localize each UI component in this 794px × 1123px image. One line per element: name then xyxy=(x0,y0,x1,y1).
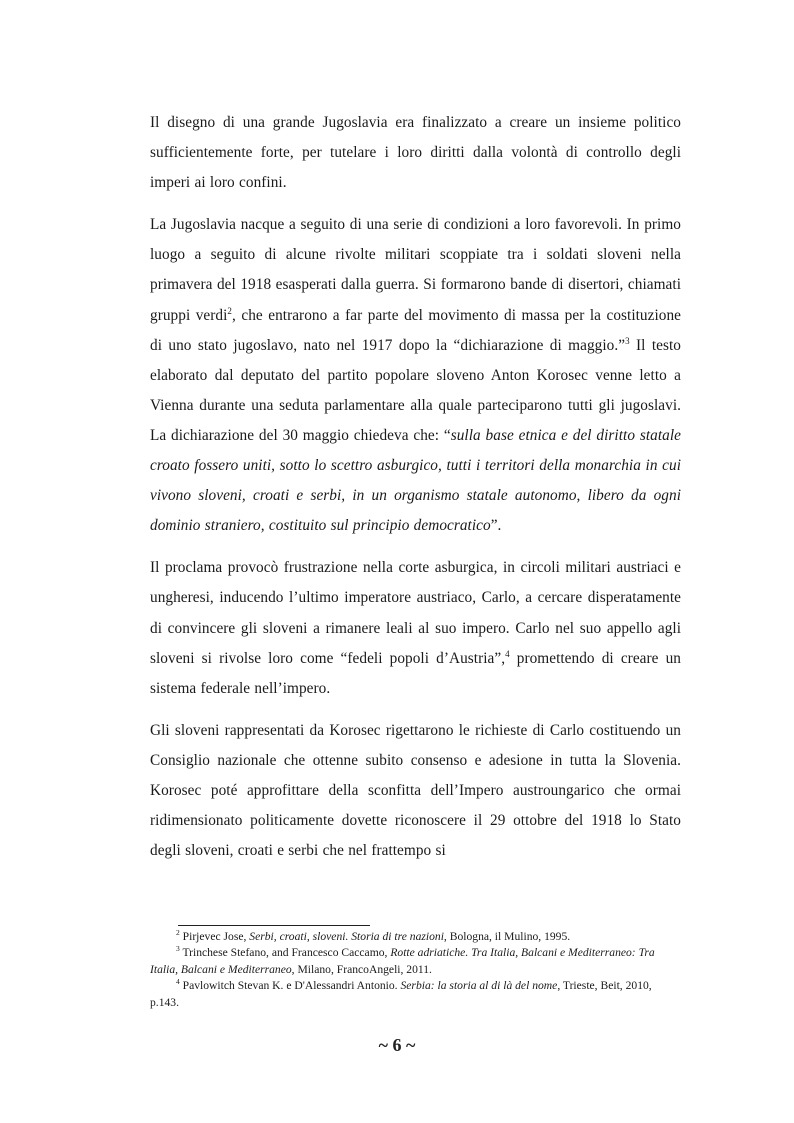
paragraph-1: Il disegno di una grande Jugoslavia era finalizzato a creare un insieme politico sufficientemente forte, per tutelare i loro diritti dalla volontà di controllo degli imperi ai loro confini. xyxy=(150,114,681,192)
footnote-ref-3[interactable]: 3 xyxy=(625,335,630,346)
footnote-text: Trinchese Stefano, and Francesco Caccamo, xyxy=(179,946,391,960)
footnote-number: 3 xyxy=(176,944,180,954)
footnote-4 xyxy=(150,978,681,1011)
footnote-title: Serbi, croati, sloveni. Storia di tre nazioni xyxy=(249,930,444,943)
footnotes xyxy=(150,929,681,1011)
footnote-title: Rotte adriatiche. Tra Italia, Balcani e Mediterraneo: Tra Italia, Balcani e Mediterraneo xyxy=(150,946,655,976)
footnote-text: , Milano, FrancoAngeli, 2011. xyxy=(291,962,432,976)
footnote-text: , Bologna, il Mulino, 1995. xyxy=(443,930,571,943)
footnote-3 xyxy=(150,945,681,978)
paragraph-3-part-a: Il proclama provocò frustrazione nella corte asburgica, in circoli militari austriaci e ungheresi, inducendo l’ultimo imperatore austriaco, Carlo, a cercare disperatamente di convincere gli sloveni a rimanere leali al suo impero. Carlo nel suo appello agli sloveni si rivolse loro come “fedeli popoli d’Austria”, xyxy=(150,559,681,667)
footnote-ref-2[interactable]: 2 xyxy=(227,305,232,316)
footnote-ref-4[interactable]: 4 xyxy=(505,648,510,659)
footnote-2 xyxy=(150,929,681,945)
declaration-quote: sulla base etnica e del diritto statale croato fossero uniti, sotto lo scettro asburgico, tutti i territori della monarchia in cui vivono sloveni, croati e serbi, in un organismo statale autonomo, libero da ogni dominio straniero, costituito sul principio democratico xyxy=(150,426,681,535)
paragraph-3 xyxy=(150,553,681,703)
footnote-number: 2 xyxy=(176,927,180,937)
paragraph-2 xyxy=(150,210,681,541)
footnote-separator xyxy=(178,925,370,926)
body-text xyxy=(150,108,681,878)
paragraph-4: Gli sloveni rappresentati da Korosec rigettarono le richieste di Carlo costituendo un Consiglio nazionale che ottenne subito consenso e adesione in tutta la Slovenia. Korosec poté approfittare della sconfitta dell’Impero austroungarico che ormai ridimensionato politicamente dovette riconoscere il 29 ottobre del 1918 lo Stato degli sloveni, croati e serbi che nel frattempo si xyxy=(150,721,681,860)
footnote-text: Pirjevec Jose, xyxy=(179,930,250,943)
footnote-text: , Trieste, Beit, 2010, p.143. xyxy=(150,979,652,1009)
paragraph-2-part-d: ”. xyxy=(490,517,502,535)
page-number: ~ 6 ~ xyxy=(378,1035,416,1055)
paragraph-2-part-b: , che entrarono a far parte del movimento di massa per la costituzione di uno stato jugoslavo, nato nel 1917 dopo la “dichiarazione di maggio.” xyxy=(150,306,681,354)
paragraph-2-part-c: Il testo elaborato dal deputato del partito popolare sloveno Anton Korosec venne letto a Vienna durante una seduta parlamentare alla quale parteciparono tutti gli jugoslavi. La dichiarazione del 30 maggio chiedeva che: “ xyxy=(150,336,681,444)
footnote-title: Serbia: la storia al di là del nome xyxy=(400,979,558,993)
paragraph-2-part-a: La Jugoslavia nacque a seguito di una serie di condizioni a loro favorevoli. In primo luogo a seguito di alcune rivolte militari scoppiate tra i soldati sloveni nella primavera del 1918 esasperati dalla guerra. Si formarono bande di disertori, chiamati gruppi verdi xyxy=(150,216,681,324)
footnote-text: Pavlowitch Stevan K. e D'Alessandri Antonio. xyxy=(179,979,401,993)
paragraph-3-part-b: promettendo di creare un sistema federale nell’impero. xyxy=(150,649,681,697)
footnote-number: 4 xyxy=(176,976,180,986)
